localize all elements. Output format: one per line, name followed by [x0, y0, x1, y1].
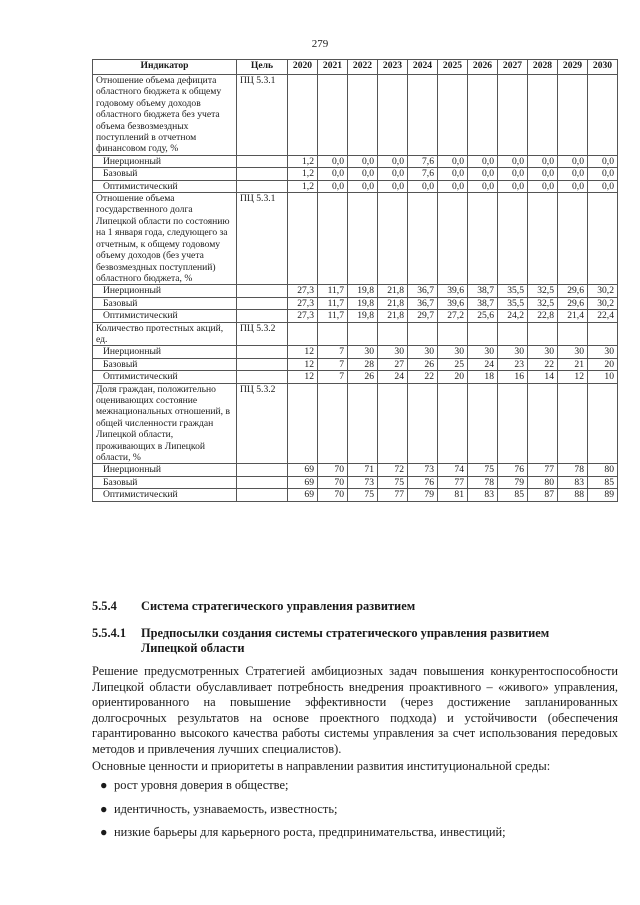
empty-cell: [528, 322, 558, 346]
scenario-row: [93, 168, 618, 180]
section-title: Предпосылки создания системы стратегического управления развитием Липецкой области: [141, 626, 550, 655]
value-cell: 0,0: [588, 168, 618, 180]
section-number: 5.5.4: [92, 599, 117, 613]
column-header: 2024: [408, 60, 438, 75]
empty-cell: [237, 346, 288, 358]
value-cell: 24: [378, 371, 408, 383]
column-header: 2025: [438, 60, 468, 75]
section-title: Система стратегического управления развитием: [141, 599, 416, 613]
value-cell: 0,0: [528, 168, 558, 180]
column-header: 2026: [468, 60, 498, 75]
value-cell: 85: [498, 489, 528, 501]
empty-cell: [498, 193, 528, 285]
value-cell: 71: [348, 464, 378, 476]
scenario-name: Инерционный: [93, 346, 237, 358]
value-cell: 23: [498, 358, 528, 370]
indicator-goal: ПЦ 5.3.2: [237, 322, 288, 346]
value-cell: 70: [318, 489, 348, 501]
empty-cell: [468, 322, 498, 346]
empty-cell: [438, 193, 468, 285]
value-cell: 21,8: [378, 297, 408, 309]
empty-cell: [528, 383, 558, 464]
value-cell: 80: [588, 464, 618, 476]
paragraph-2: Основные ценности и приоритеты в направлении развития институциональной среды:: [92, 759, 551, 773]
empty-cell: [558, 75, 588, 156]
value-cell: 30: [408, 346, 438, 358]
value-cell: 7,6: [408, 168, 438, 180]
value-cell: 22: [528, 358, 558, 370]
scenario-row: [93, 285, 618, 297]
empty-cell: [318, 322, 348, 346]
empty-cell: [588, 193, 618, 285]
value-cell: 0,0: [468, 168, 498, 180]
value-cell: 12: [288, 371, 318, 383]
empty-cell: [318, 193, 348, 285]
value-cell: 32,5: [528, 297, 558, 309]
value-cell: 30,2: [588, 285, 618, 297]
empty-cell: [588, 383, 618, 464]
empty-cell: [378, 322, 408, 346]
empty-cell: [498, 383, 528, 464]
empty-cell: [318, 75, 348, 156]
value-cell: 30: [588, 346, 618, 358]
value-cell: 0,0: [528, 180, 558, 192]
value-cell: 26: [408, 358, 438, 370]
scenario-name: Базовый: [93, 358, 237, 370]
value-cell: 0,0: [378, 180, 408, 192]
value-cell: 0,0: [408, 180, 438, 192]
value-cell: 0,0: [438, 155, 468, 167]
value-cell: 69: [288, 489, 318, 501]
value-cell: 0,0: [378, 155, 408, 167]
empty-cell: [237, 285, 288, 297]
value-cell: 0,0: [498, 155, 528, 167]
empty-cell: [288, 193, 318, 285]
section-heading-5-5-4: [92, 599, 415, 614]
value-cell: 19,8: [348, 310, 378, 322]
value-cell: 35,5: [498, 297, 528, 309]
value-cell: 80: [528, 476, 558, 488]
empty-cell: [288, 383, 318, 464]
value-cell: 0,0: [318, 180, 348, 192]
scenario-name: Оптимистический: [93, 180, 237, 192]
value-cell: 75: [378, 476, 408, 488]
value-cell: 0,0: [348, 155, 378, 167]
list-item-text: идентичность, узнаваемость, известность;: [114, 801, 338, 816]
value-cell: 16: [498, 371, 528, 383]
value-cell: 79: [408, 489, 438, 501]
empty-cell: [408, 322, 438, 346]
value-cell: 88: [558, 489, 588, 501]
value-cell: 24: [468, 358, 498, 370]
value-cell: 72: [378, 464, 408, 476]
value-cell: 35,5: [498, 285, 528, 297]
empty-cell: [237, 297, 288, 309]
value-cell: 36,7: [408, 285, 438, 297]
value-cell: 28: [348, 358, 378, 370]
column-header: 2020: [288, 60, 318, 75]
empty-cell: [588, 75, 618, 156]
empty-cell: [438, 75, 468, 156]
scenario-row: [93, 464, 618, 476]
value-cell: 30: [438, 346, 468, 358]
empty-cell: [558, 383, 588, 464]
value-cell: 30: [468, 346, 498, 358]
indicator-name: Отношение объема дефицита областного бюджета к общему годовому объему доходов областного бюджета без учета объема безвозмездных поступлений в отчетном финансовом году, %: [93, 75, 237, 156]
empty-cell: [378, 75, 408, 156]
empty-cell: [318, 383, 348, 464]
empty-cell: [528, 75, 558, 156]
value-cell: 0,0: [528, 155, 558, 167]
value-cell: 0,0: [378, 168, 408, 180]
empty-cell: [438, 383, 468, 464]
value-cell: 7: [318, 371, 348, 383]
value-cell: 11,7: [318, 297, 348, 309]
column-header: 2021: [318, 60, 348, 75]
column-header: Индикатор: [93, 60, 237, 75]
value-cell: 25: [438, 358, 468, 370]
value-cell: 30: [378, 346, 408, 358]
value-cell: 25,6: [468, 310, 498, 322]
empty-cell: [558, 193, 588, 285]
column-header: 2027: [498, 60, 528, 75]
value-cell: 70: [318, 476, 348, 488]
value-cell: 24,2: [498, 310, 528, 322]
value-cell: 38,7: [468, 297, 498, 309]
scenario-row: [93, 180, 618, 192]
empty-cell: [237, 358, 288, 370]
value-cell: 0,0: [438, 168, 468, 180]
value-cell: 0,0: [318, 155, 348, 167]
value-cell: 36,7: [408, 297, 438, 309]
value-cell: 30: [528, 346, 558, 358]
value-cell: 12: [558, 371, 588, 383]
empty-cell: [237, 476, 288, 488]
empty-cell: [498, 75, 528, 156]
value-cell: 30: [498, 346, 528, 358]
value-cell: 0,0: [498, 180, 528, 192]
empty-cell: [237, 155, 288, 167]
value-cell: 0,0: [348, 168, 378, 180]
empty-cell: [348, 75, 378, 156]
value-cell: 0,0: [498, 168, 528, 180]
indicator-row: [93, 322, 618, 346]
empty-cell: [288, 322, 318, 346]
value-cell: 0,0: [558, 180, 588, 192]
empty-cell: [408, 75, 438, 156]
scenario-name: Оптимистический: [93, 371, 237, 383]
empty-cell: [237, 489, 288, 501]
value-cell: 76: [408, 476, 438, 488]
value-cell: 7: [318, 358, 348, 370]
indicator-goal: ПЦ 5.3.2: [237, 383, 288, 464]
indicator-goal: ПЦ 5.3.1: [237, 193, 288, 285]
value-cell: 89: [588, 489, 618, 501]
value-cell: 32,5: [528, 285, 558, 297]
value-cell: 21: [558, 358, 588, 370]
empty-cell: [237, 168, 288, 180]
list-item: [92, 825, 618, 849]
value-cell: 18: [468, 371, 498, 383]
empty-cell: [408, 193, 438, 285]
value-cell: 0,0: [588, 180, 618, 192]
indicator-name: Количество протестных акций, ед.: [93, 322, 237, 346]
scenario-row: [93, 371, 618, 383]
value-cell: 12: [288, 346, 318, 358]
empty-cell: [237, 464, 288, 476]
indicator-row: [93, 383, 618, 464]
empty-cell: [348, 193, 378, 285]
value-cell: 12: [288, 358, 318, 370]
value-cell: 14: [528, 371, 558, 383]
value-cell: 7: [318, 346, 348, 358]
empty-cell: [438, 322, 468, 346]
empty-cell: [378, 383, 408, 464]
value-cell: 81: [438, 489, 468, 501]
empty-cell: [498, 322, 528, 346]
value-cell: 83: [468, 489, 498, 501]
indicator-goal: ПЦ 5.3.1: [237, 75, 288, 156]
empty-cell: [558, 322, 588, 346]
value-cell: 0,0: [318, 168, 348, 180]
value-cell: 74: [438, 464, 468, 476]
value-cell: 22: [408, 371, 438, 383]
value-cell: 73: [408, 464, 438, 476]
value-cell: 11,7: [318, 310, 348, 322]
value-cell: 19,8: [348, 297, 378, 309]
value-cell: 79: [498, 476, 528, 488]
value-cell: 78: [468, 476, 498, 488]
empty-cell: [237, 371, 288, 383]
value-cell: 75: [468, 464, 498, 476]
value-cell: 1,2: [288, 168, 318, 180]
value-cell: 27: [378, 358, 408, 370]
value-cell: 27,2: [438, 310, 468, 322]
column-header: 2028: [528, 60, 558, 75]
empty-cell: [468, 193, 498, 285]
value-cell: 0,0: [348, 180, 378, 192]
value-cell: 70: [318, 464, 348, 476]
value-cell: 39,6: [438, 297, 468, 309]
scenario-name: Базовый: [93, 476, 237, 488]
scenario-name: Инерционный: [93, 285, 237, 297]
value-cell: 27,3: [288, 285, 318, 297]
empty-cell: [378, 193, 408, 285]
scenario-name: Оптимистический: [93, 310, 237, 322]
column-header: Цель: [237, 60, 288, 75]
value-cell: 1,2: [288, 180, 318, 192]
bullet-icon: ●: [100, 778, 108, 792]
column-header: 2030: [588, 60, 618, 75]
value-cell: 29,6: [558, 285, 588, 297]
empty-cell: [468, 75, 498, 156]
indicator-name: Отношение объема государственного долга Липецкой области по состоянию на 1 января года, следующего за отчетным, к общему годовому объему доходов (без учета безвозмездных поступлений) областного бюджета, %: [93, 193, 237, 285]
value-cell: 77: [528, 464, 558, 476]
value-cell: 22,8: [528, 310, 558, 322]
value-cell: 21,8: [378, 310, 408, 322]
value-cell: 30: [348, 346, 378, 358]
list-item: [92, 802, 618, 826]
list-item-text: низкие барьеры для карьерного роста, предпринимательства, инвестиций;: [114, 825, 506, 839]
page-number: 279: [311, 38, 329, 50]
value-cell: 78: [558, 464, 588, 476]
scenario-name: Базовый: [93, 297, 237, 309]
value-cell: 20: [588, 358, 618, 370]
value-cell: 77: [438, 476, 468, 488]
value-cell: 77: [378, 489, 408, 501]
value-cell: 0,0: [468, 180, 498, 192]
empty-cell: [237, 310, 288, 322]
indicators-table: [92, 59, 618, 502]
paragraph-1: Решение предусмотренных Стратегией амбициозных задач повышения конкурентоспособности Липецкой области обуславливает потребность внедрения проактивного – «живого» управления, ориентированного на повышение эффективности (через достижение запланированных долгосрочных результатов на основе проектного подхода) и устойчивости (обеспечения гарантированно высокого качества работы системы управления за счет использования передовых методов и привлечения лучших специалистов).: [92, 664, 618, 756]
value-cell: 0,0: [468, 155, 498, 167]
value-cell: 22,4: [588, 310, 618, 322]
empty-cell: [528, 193, 558, 285]
empty-cell: [288, 75, 318, 156]
value-cell: 73: [348, 476, 378, 488]
value-cell: 20: [438, 371, 468, 383]
value-cell: 30: [558, 346, 588, 358]
value-cell: 83: [558, 476, 588, 488]
value-cell: 39,6: [438, 285, 468, 297]
value-cell: 69: [288, 464, 318, 476]
value-cell: 1,2: [288, 155, 318, 167]
list-item: [92, 778, 618, 802]
bullet-icon: ●: [100, 801, 108, 816]
column-header: 2023: [378, 60, 408, 75]
scenario-row: [93, 346, 618, 358]
value-cell: 0,0: [588, 155, 618, 167]
scenario-row: [93, 310, 618, 322]
table-header-row: [93, 60, 618, 75]
values-list: [92, 778, 618, 849]
scenario-row: [93, 297, 618, 309]
column-header: 2022: [348, 60, 378, 75]
empty-cell: [237, 180, 288, 192]
value-cell: 21,4: [558, 310, 588, 322]
value-cell: 27,3: [288, 310, 318, 322]
empty-cell: [408, 383, 438, 464]
value-cell: 10: [588, 371, 618, 383]
scenario-row: [93, 476, 618, 488]
section-number: 5.5.4.1: [92, 626, 127, 640]
value-cell: 19,8: [348, 285, 378, 297]
scenario-name: Оптимистический: [93, 489, 237, 501]
value-cell: 7,6: [408, 155, 438, 167]
scenario-row: [93, 155, 618, 167]
scenario-name: Инерционный: [93, 155, 237, 167]
value-cell: 0,0: [558, 155, 588, 167]
value-cell: 69: [288, 476, 318, 488]
indicator-row: [93, 193, 618, 285]
indicator-name: Доля граждан, положительно оценивающих состояние межнациональных отношений, в общей численности граждан Липецкой области, проживающих в Липецкой области, %: [93, 383, 237, 464]
value-cell: 38,7: [468, 285, 498, 297]
empty-cell: [468, 383, 498, 464]
scenario-row: [93, 489, 618, 501]
value-cell: 11,7: [318, 285, 348, 297]
value-cell: 0,0: [438, 180, 468, 192]
empty-cell: [588, 322, 618, 346]
value-cell: 29,7: [408, 310, 438, 322]
value-cell: 76: [498, 464, 528, 476]
value-cell: 27,3: [288, 297, 318, 309]
section-heading-5-5-4-1: [92, 626, 581, 656]
value-cell: 85: [588, 476, 618, 488]
scenario-name: Базовый: [93, 168, 237, 180]
scenario-name: Инерционный: [93, 464, 237, 476]
value-cell: 21,8: [378, 285, 408, 297]
column-header: 2029: [558, 60, 588, 75]
indicator-row: [93, 75, 618, 156]
value-cell: 30,2: [588, 297, 618, 309]
scenario-row: [93, 358, 618, 370]
bullet-icon: ●: [100, 825, 108, 839]
value-cell: 29,6: [558, 297, 588, 309]
value-cell: 75: [348, 489, 378, 501]
value-cell: 87: [528, 489, 558, 501]
table-body: [93, 75, 618, 502]
value-cell: 26: [348, 371, 378, 383]
empty-cell: [348, 322, 378, 346]
value-cell: 0,0: [558, 168, 588, 180]
list-item-text: рост уровня доверия в обществе;: [114, 778, 289, 792]
empty-cell: [348, 383, 378, 464]
